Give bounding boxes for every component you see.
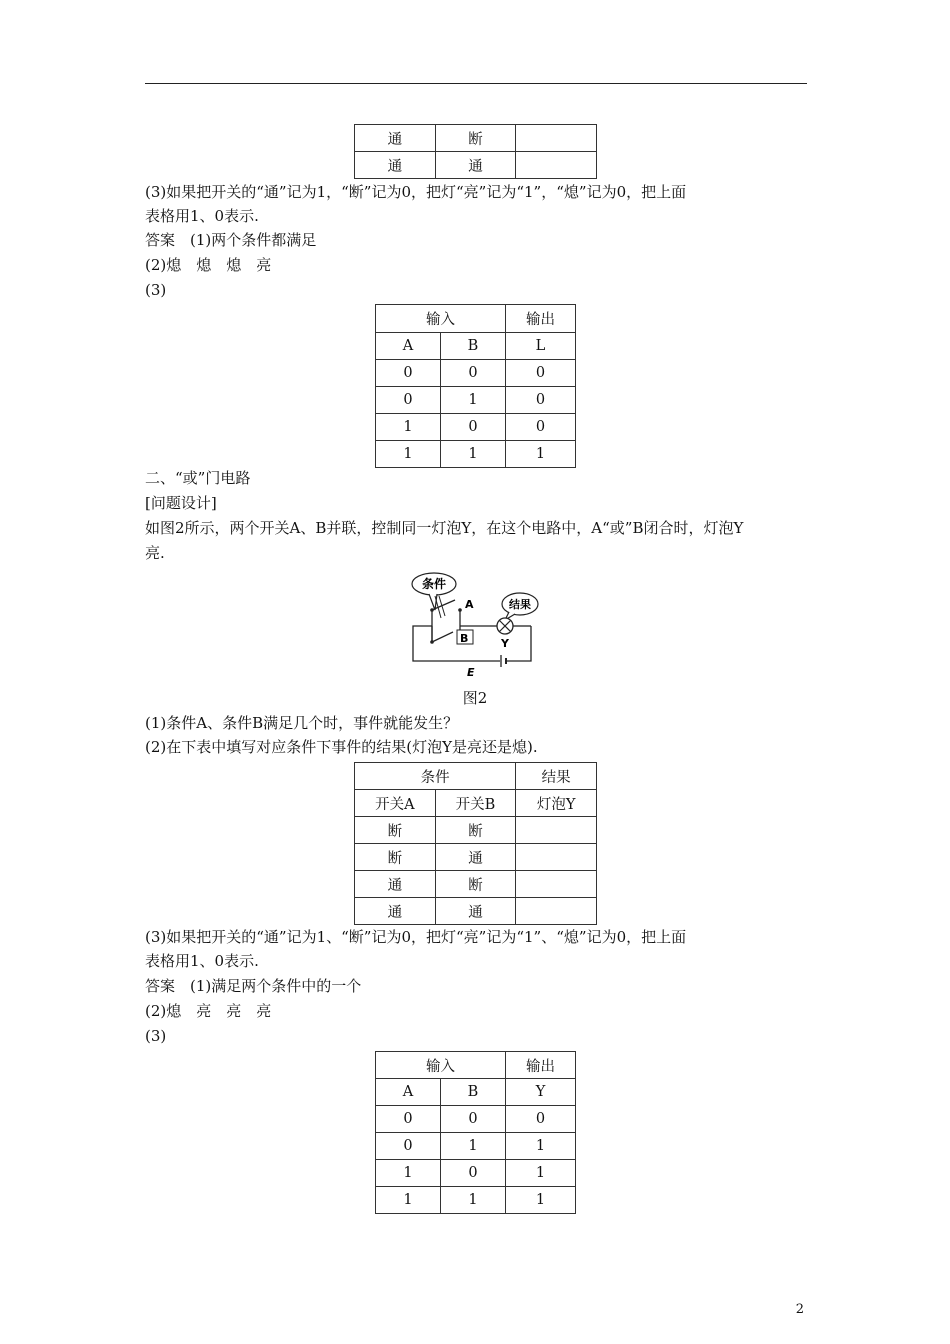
table-cell: 0 — [441, 1160, 506, 1187]
table-cell: 1 — [506, 1187, 576, 1214]
and-truth-table — [375, 304, 576, 468]
or-q3-line1: (3)如果把开关的“通”记为1、“断”记为0，把灯“亮”记为“1”、“熄”记为0，把上面 — [145, 928, 687, 946]
condition-label: 条件 — [421, 577, 447, 591]
table-cell: 0 — [506, 360, 576, 387]
table-cell: 断 — [435, 125, 516, 152]
table-cell: 断 — [435, 871, 516, 898]
table-cell: 1 — [506, 1133, 576, 1160]
switch-b — [432, 632, 453, 642]
table-cell: 通 — [355, 871, 436, 898]
header-rule — [145, 83, 807, 84]
table-cell: 通 — [435, 152, 516, 179]
table-cell: 1 — [506, 1160, 576, 1187]
label-y: Y — [501, 637, 509, 650]
table-cell: 1 — [376, 1160, 441, 1187]
table-cell — [516, 898, 597, 925]
header-result: 结果 — [516, 763, 597, 790]
and-q3-line2: 表格用1、0表示. — [145, 207, 259, 225]
table-cell: 通 — [355, 152, 436, 179]
table-cell: 0 — [506, 1106, 576, 1133]
table-cell: 0 — [376, 387, 441, 414]
or-section-title: 二、“或”门电路 — [145, 469, 251, 487]
table-cell: 1 — [441, 1133, 506, 1160]
table-cell: 通 — [435, 844, 516, 871]
table-cell: 通 — [435, 898, 516, 925]
table-cell: 断 — [355, 817, 436, 844]
top-partial-table — [354, 124, 597, 179]
or-circuit-figure — [405, 568, 540, 683]
table-cell: 1 — [506, 441, 576, 468]
table-cell: 0 — [376, 360, 441, 387]
or-intro-line2: 亮. — [145, 544, 165, 562]
table-cell: 0 — [441, 414, 506, 441]
table-cell: 1 — [441, 441, 506, 468]
table-cell: 0 — [376, 1106, 441, 1133]
or-answer1: 答案 (1)满足两个条件中的一个 — [145, 977, 362, 995]
col-switch-a: 开关A — [355, 790, 436, 817]
col-a: A — [376, 333, 441, 360]
header-output: 输出 — [506, 305, 576, 333]
table-cell: 1 — [441, 1187, 506, 1214]
or-answer2: (2)熄 亮 亮 亮 — [145, 1002, 272, 1020]
table-cell: 断 — [355, 844, 436, 871]
header-output: 输出 — [506, 1052, 576, 1079]
table-cell: 0 — [441, 1106, 506, 1133]
table-cell: 0 — [376, 1133, 441, 1160]
or-q2: (2)在下表中填写对应条件下事件的结果(灯泡Y是亮还是熄). — [145, 738, 538, 756]
table-cell: 通 — [355, 125, 436, 152]
and-q3-line1: (3)如果把开关的“通”记为1，“断”记为0，把灯“亮”记为“1”，“熄”记为0，把上面 — [145, 183, 687, 201]
and-answer3: (3) — [145, 281, 167, 299]
table-cell: 1 — [441, 387, 506, 414]
col-b: B — [441, 1079, 506, 1106]
or-fill-table — [354, 762, 597, 925]
table-cell: 通 — [355, 898, 436, 925]
table-cell: 断 — [435, 817, 516, 844]
table-cell — [516, 871, 597, 898]
header-input: 输入 — [376, 305, 506, 333]
label-b: B — [460, 632, 469, 645]
table-cell: 1 — [376, 441, 441, 468]
col-lamp-y: 灯泡Y — [516, 790, 597, 817]
or-answer3: (3) — [145, 1027, 167, 1045]
or-intro-line1: 如图2所示，两个开关A、B并联，控制同一灯泡Y，在这个电路中，A“或”B闭合时，灯泡Y — [145, 519, 744, 537]
and-answer1: 答案 (1)两个条件都满足 — [145, 231, 317, 249]
label-e: E — [467, 666, 475, 679]
or-truth-table — [375, 1051, 576, 1214]
table-cell: 1 — [376, 414, 441, 441]
table-cell — [516, 125, 597, 152]
or-q3-line2: 表格用1、0表示. — [145, 952, 259, 970]
table-cell — [516, 817, 597, 844]
table-cell — [516, 152, 597, 179]
col-out: L — [506, 333, 576, 360]
or-design-heading: [问题设计] — [145, 494, 217, 512]
table-cell: 0 — [506, 414, 576, 441]
and-answer2: (2)熄 熄 熄 亮 — [145, 256, 272, 274]
or-q1: (1)条件A、条件B满足几个时，事件就能发生？ — [145, 714, 459, 732]
header-condition: 条件 — [355, 763, 516, 790]
table-cell: 1 — [376, 1187, 441, 1214]
header-input: 输入 — [376, 1052, 506, 1079]
col-a: A — [376, 1079, 441, 1106]
result-label: 结果 — [509, 598, 531, 611]
page-number: 2 — [795, 1302, 804, 1317]
table-cell: 0 — [441, 360, 506, 387]
col-switch-b: 开关B — [435, 790, 516, 817]
table-cell — [516, 844, 597, 871]
table-cell: 0 — [506, 387, 576, 414]
figure-caption: 图2 — [462, 689, 488, 707]
col-out: Y — [506, 1079, 576, 1106]
col-b: B — [441, 333, 506, 360]
label-a: A — [465, 598, 474, 611]
